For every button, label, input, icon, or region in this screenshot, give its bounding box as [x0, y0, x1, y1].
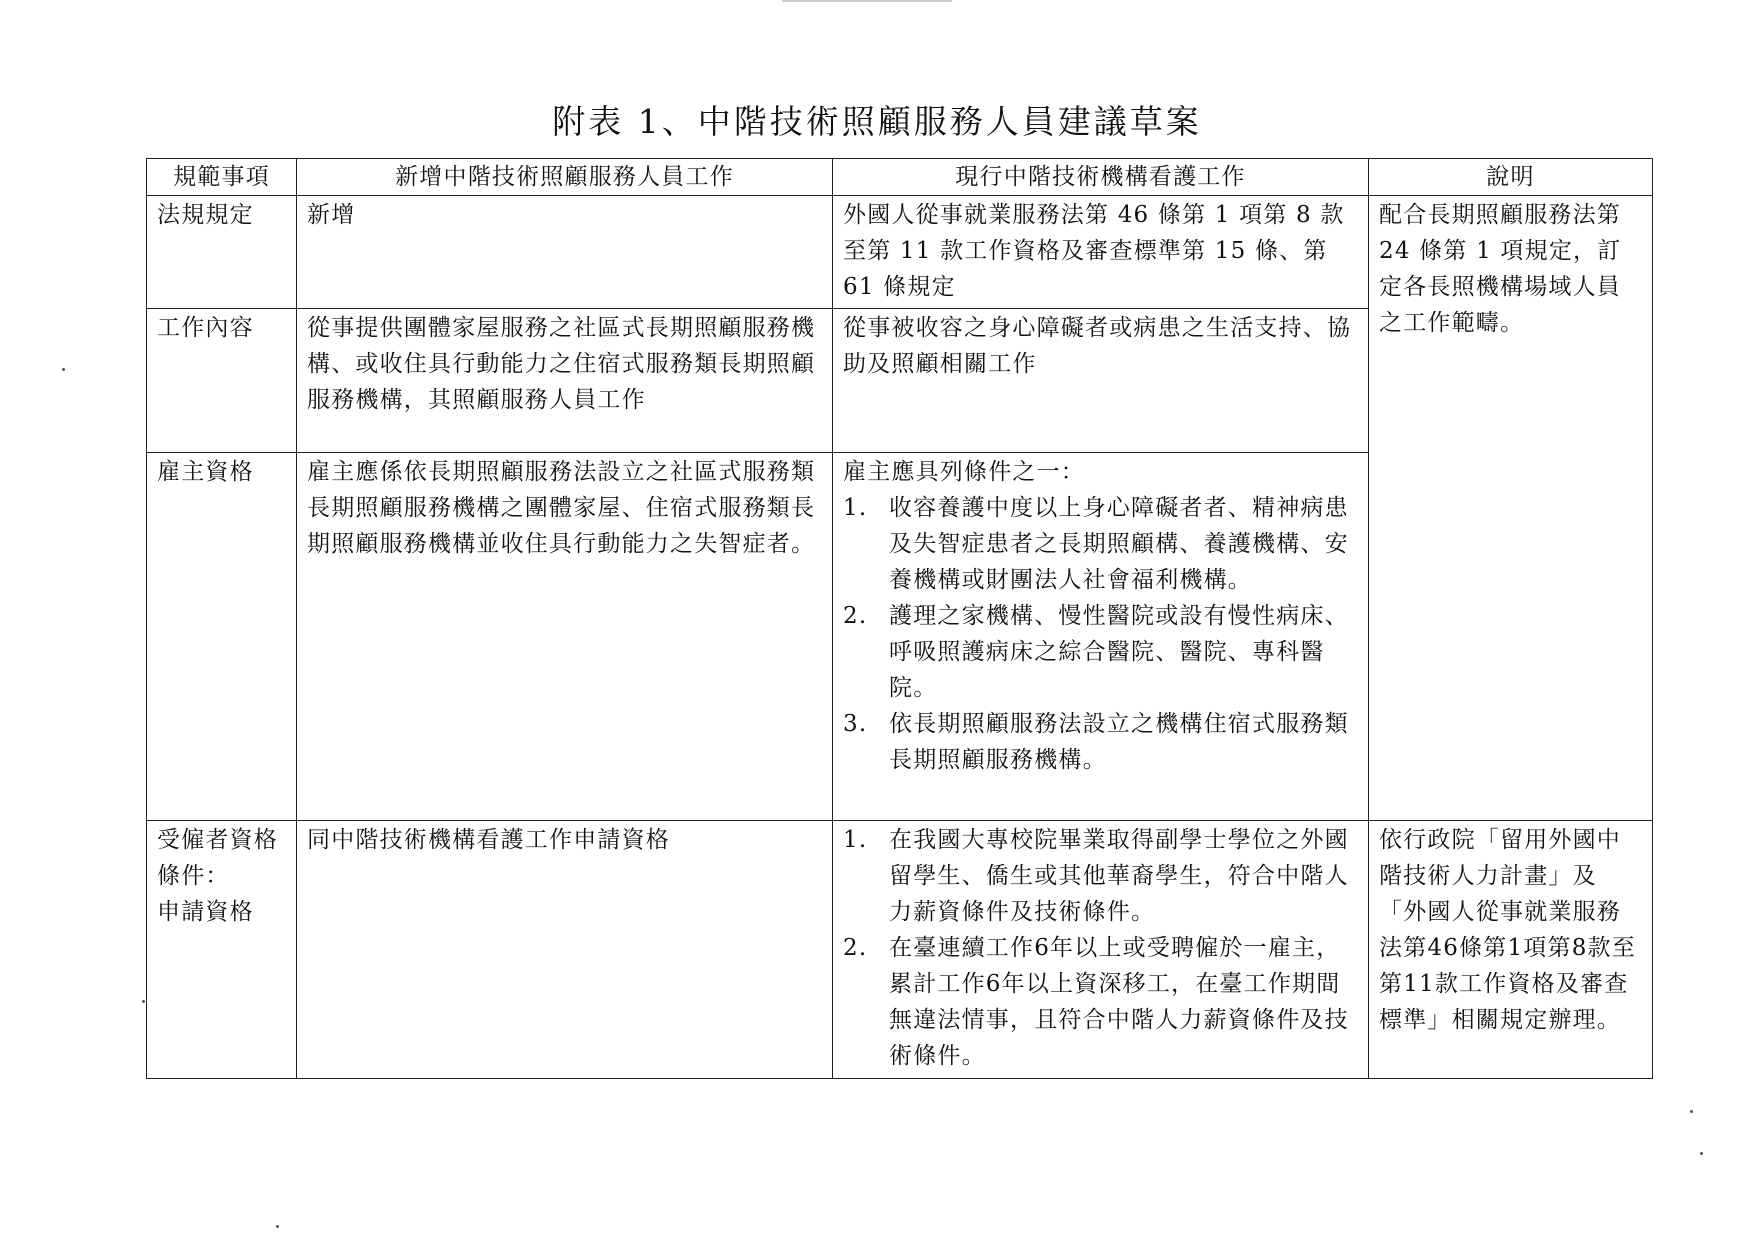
- list-item: [843, 822, 1360, 930]
- scan-speck: [276, 1225, 279, 1228]
- list-number: 1.: [843, 495, 868, 521]
- header-new-work: 新增中階技術照顧服務人員工作: [297, 159, 833, 196]
- list-text: 在我國大專校院畢業取得副學士學位之外國留學生、僑生或其他華裔學生，符合中階人力薪資條件及技術條件。: [889, 827, 1349, 925]
- row-label-regulation: 法規規定: [147, 196, 297, 309]
- scan-speck: [62, 368, 65, 371]
- list-text: 在臺連續工作6年以上或受聘僱於一雇主，累計工作6年以上資深移工，在臺工作期間無違法情事，且符合中階人力薪資條件及技術條件。: [889, 935, 1349, 1069]
- employee-label-line2: 申請資格: [157, 899, 254, 925]
- employee-conditions-list: [843, 822, 1360, 1074]
- employer-conditions-list: [843, 490, 1360, 778]
- row-label-job-content: 工作內容: [147, 309, 297, 453]
- table-header-row: [147, 159, 1653, 196]
- list-item: [843, 598, 1360, 706]
- employee-label-line1: 受僱者資格條件：: [157, 827, 278, 889]
- row-label-employer: 雇主資格: [147, 453, 297, 821]
- row-label-employee: [147, 821, 297, 1079]
- table-row: [147, 821, 1653, 1079]
- cell-current-regulation: 外國人從事就業服務法第 46 條第 1 項第 8 款至第 11 款工作資格及審查標準第 15 條、第 61 條規定: [833, 196, 1369, 309]
- scan-speck: [1700, 1152, 1703, 1155]
- list-item: [843, 930, 1360, 1074]
- scan-edge-line: [782, 0, 952, 2]
- header-category: 規範事項: [147, 159, 297, 196]
- cell-explanation-2: 依行政院「留用外國中階技術人力計畫」及「外國人從事就業服務法第46條第1項第8款至第11款工作資格及審查標準」相關規定辦理。: [1369, 821, 1653, 1079]
- cell-current-employer: [833, 453, 1369, 821]
- list-number: 2.: [843, 935, 868, 961]
- table-row: [147, 196, 1653, 309]
- cell-explanation-1: 配合長期照顧服務法第 24 條第 1 項規定，訂定各長照機構場域人員之工作範疇。: [1369, 196, 1653, 821]
- cell-new-employee: 同中階技術機構看護工作申請資格: [297, 821, 833, 1079]
- list-number: 1.: [843, 827, 868, 853]
- cell-new-job-content: 從事提供團體家屋服務之社區式長期照顧服務機構、或收住具行動能力之住宿式服務類長期照顧服務機構，其照顧服務人員工作: [297, 309, 833, 453]
- list-number: 2.: [843, 603, 868, 629]
- list-number: 3.: [843, 711, 868, 737]
- scan-speck: [142, 1000, 145, 1003]
- cell-current-employee: [833, 821, 1369, 1079]
- cell-current-job-content: 從事被收容之身心障礙者或病患之生活支持、協助及照顧相關工作: [833, 309, 1369, 453]
- list-text: 護理之家機構、慢性醫院或設有慢性病床、呼吸照護病床之綜合醫院、醫院、專科醫院。: [889, 603, 1349, 701]
- header-explanation: 說明: [1369, 159, 1653, 196]
- proposal-table: [146, 158, 1653, 1079]
- cell-new-regulation: 新增: [297, 196, 833, 309]
- list-text: 收容養護中度以上身心障礙者者、精神病患及失智症患者之長期照顧構、養護機構、安養機構或財團法人社會福利機構。: [889, 495, 1349, 593]
- scan-speck: [1690, 1110, 1693, 1113]
- header-current-work: 現行中階技術機構看護工作: [833, 159, 1369, 196]
- list-item: [843, 490, 1360, 598]
- list-text: 依長期照顧服務法設立之機構住宿式服務類長期照顧服務機構。: [889, 711, 1349, 773]
- cell-new-employer: 雇主應係依長期照顧服務法設立之社區式服務類長期照顧服務機構之團體家屋、住宿式服務類長期照顧服務機構並收住具行動能力之失智症者。: [297, 453, 833, 821]
- page-title: 附表 1、中階技術照顧服務人員建議草案: [552, 102, 1202, 141]
- list-item: [843, 706, 1360, 778]
- employer-intro: 雇主應具列條件之一：: [843, 459, 1085, 485]
